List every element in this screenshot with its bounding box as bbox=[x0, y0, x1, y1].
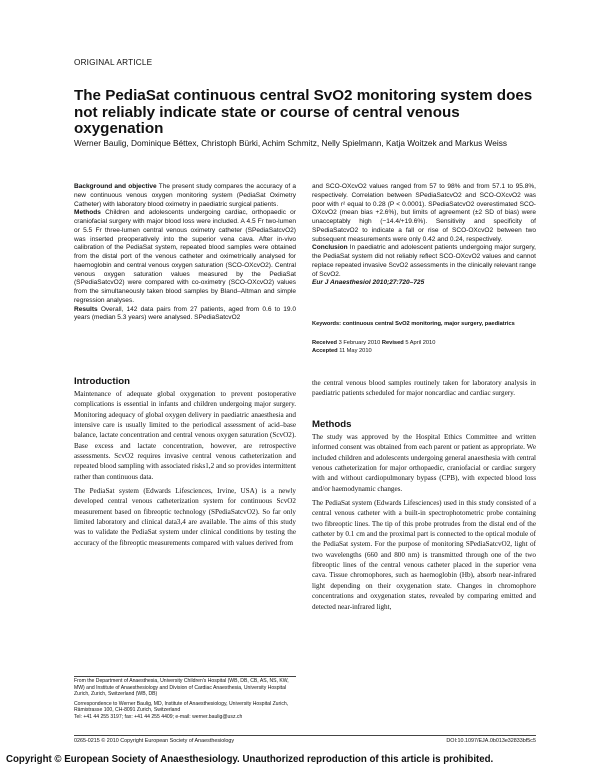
article-dates bbox=[312, 340, 536, 355]
accepted-date: 11 May 2010 bbox=[339, 347, 372, 354]
received-label: Received bbox=[312, 340, 337, 346]
accepted-label: Accepted bbox=[312, 347, 338, 354]
introduction-paragraph-2: The PediaSat system (Edwards Lifesciences, Irvine, USA) is a newly developed central venous catheterization system for continuous ScvO2 measurement based on fibreoptic technology (SPediaSatcvO2). So far only limited laboratory and clinical data3,4 are available. The aims of this study was to validate the PediaSat system under clinical conditions by testing the accuracy of the fibreoptic measurements compared with values derived from bbox=[74, 487, 296, 547]
abstract-results-continued: and SCO-OXcvO2 values ranged from 57 to 98% and from 57.1 to 95.8%, respectively. Correlation between SPediaSatcvO2 and SCO-OXcvO2 was poor with r² equal to 0.28 (P < 0.0001). SPediaSatcvO2 overestimated SCO-OXcvO2 (mean bias +2.6%), but limits of agreement (±2 SD of bias) were unacceptably high (−14.4/+19.6%). Sensitivity and specificity of SPediaSatcvO2 to indicate a fall or rise of SCO-OXcvO2 between two subsequent measurements were only 0.42 and 0.24, respectively. bbox=[312, 183, 536, 243]
footnote-divider bbox=[74, 676, 296, 677]
article-title: The PediaSat continuous central SvO2 monitoring system does not reliably indicate state or course of central venous oxygenation bbox=[74, 87, 533, 137]
contact-details: Tel: +41 44 255 3197; fax: +41 44 255 4409; e-mail: werner.baulig@usz.ch bbox=[74, 713, 243, 720]
abstract-right-column bbox=[312, 183, 536, 288]
abstract-results-label: Results bbox=[74, 305, 98, 313]
bottom-divider bbox=[74, 735, 536, 736]
introduction-continuation: the central venous blood samples routinely taken for laboratory analysis in paediatric patients scheduled for major noncardiac and cardiac surgery. bbox=[312, 379, 536, 398]
abstract-conclusion-text: In paediatric and adolescent patients undergoing major surgery, the PediaSat system did not reliably reflect SCO-OXcvO2 values and cannot replace repeated invasive ScvO2 assessments in the clinically relevant range of ScvO2. bbox=[312, 244, 536, 278]
journal-citation: Eur J Anaesthesiol 2010;27:720–725 bbox=[312, 279, 425, 287]
correspondence-note bbox=[74, 701, 296, 721]
introduction-heading: Introduction bbox=[74, 376, 130, 387]
abstract-background bbox=[74, 183, 296, 209]
affiliation-note: From the Department of Anaesthesia, University Children's Hospital (WB, DB, CB, AS, NS, KW, MW) and Institute of Anaesthesiology and Division of Cardiac Anaesthesia, University Hospital Zurich, Zurich, Switzerland (WB, DB) bbox=[74, 678, 289, 698]
methods-heading: Methods bbox=[312, 419, 352, 430]
methods-body bbox=[312, 432, 536, 616]
revised-date: 5 April 2010 bbox=[405, 340, 436, 346]
copyright-watermark: Copyright © European Society of Anaesthesiology. Unauthorized reproduction of this article is prohibited. bbox=[6, 754, 494, 765]
received-revised-line bbox=[312, 340, 536, 348]
abstract-background-text: The present study compares the accuracy of a new continuous venous oxygen monitoring system (PediaSat Oximetry Catheter) with laboratory blood oximetry in paediatric surgical patients. bbox=[74, 183, 296, 208]
footnotes bbox=[74, 678, 296, 724]
issn-copyright: 0265-0215 © 2010 Copyright European Society of Anaesthesiology bbox=[74, 738, 235, 744]
introduction-paragraph-1: Maintenance of adequate global oxygenation to prevent postoperative complications is essential in infants and children undergoing major surgery. Monitoring adequacy of global oxygen delivery in paediatric anaesthesia and intensive care is usually limited to the periodical assessment of acid–base balance, lactate concentration and central venous oxygen saturation (ScvO2). Base excess and lactate concentration, however, are retrospective assessments. ScvO2 requires invasive central venous catheterization and repeated blood sampling with associated risks1,2 and so provides intermittent rather than continuous data. bbox=[74, 390, 296, 481]
abstract-results bbox=[74, 306, 296, 324]
abstract-conclusion-label: Conclusion bbox=[312, 244, 348, 252]
author-list: Werner Baulig, Dominique Béttex, Christoph Bürki, Achim Schmitz, Nelly Spielmann, Katja Woitzek and Markus Weiss bbox=[74, 138, 507, 148]
abstract-background-label: Background and objective bbox=[74, 183, 157, 190]
abstract-methods bbox=[74, 209, 296, 305]
article-type-label: ORIGINAL ARTICLE bbox=[74, 58, 153, 67]
doi: DOI:10.1097/EJA.0b013e32833bf5c5 bbox=[446, 738, 536, 744]
abstract-results-text: Overall, 142 data pairs from 27 patients, aged from 0.6 to 19.0 years (median 5.3 years) were analysed. SPediaSatcvO2 bbox=[74, 305, 296, 322]
revised-label: Revised bbox=[381, 340, 404, 346]
introduction-body bbox=[74, 389, 296, 552]
keywords: Keywords: continuous central SvO2 monitoring, major surgery, paediatrics bbox=[312, 321, 515, 327]
methods-paragraph-2: The PediaSat system (Edwards Lifesciences) used in this study consisted of a central venous catheter with a built-in spectrophotometric probe containing two fibreoptic lines. The tip of this probe protrudes from the distal end of the catheter by 0.1 cm and the proximal part is connected to the optical module of the PediaSat system. For the purpose of monitoring SPediaSatcvO2, light of two wavelengths (660 and 800 nm) is transmitted through one of the two fibreoptic lines of the central venous catheter placed in the superior vena cava. Tissue chromophores, such as haemoglobin (Hb), absorb near-infrared light depending on their oxygenation state. Changes in chromophore concentrations and oxygenation states, revealed by comparing emitted and detected near-infrared light, bbox=[312, 499, 536, 611]
abstract-conclusion bbox=[312, 244, 536, 279]
abstract-methods-text: Children and adolescents undergoing cardiac, orthopaedic or craniofacial surgery with major blood loss were included. A 4.5 Fr two-lumen or 5.5 Fr three-lumen central venous oximetry catheter (SPediaSatcvO2) was inserted preoperatively into the superior vena cava. After in-vivo calibration of the PediaSat system, repeated blood samples were obtained from the distal port of the venous catheter and oximetrically analysed for haemoglobin and central venous oxygen saturation (SCO-OXcvO2). Central venous oxygen saturation values measured by the PediaSat (SPediaSatcvO2) were compared with co-oximetry (SCO-OXcvO2) values from the simultaneously taken blood samples by Bland–Altman and simple regression analyses. bbox=[74, 209, 296, 304]
received-date: 3 February 2010 bbox=[338, 340, 381, 346]
abstract-methods-label: Methods bbox=[74, 209, 101, 217]
correspondence-address: Correspondence to Werner Baulig, MD, Institute of Anaesthesiology, University Hospital Zurich, Rämistrasse 100, CH-8091 Zurich, Switzerland bbox=[74, 700, 289, 714]
methods-paragraph-1: The study was approved by the Hospital Ethics Committee and written informed consent was obtained from each parent or patient as appropriate. We included children and adolescents undergoing general anaesthesia with central venous catheterization for major orthopaedic, craniofacial or cardiac surgery with and without cardiopulmonary bypass (CPB), with expected blood loss and/or haemodynamic changes. bbox=[312, 433, 536, 493]
accepted-line bbox=[312, 348, 536, 356]
abstract-left-column bbox=[74, 183, 296, 323]
